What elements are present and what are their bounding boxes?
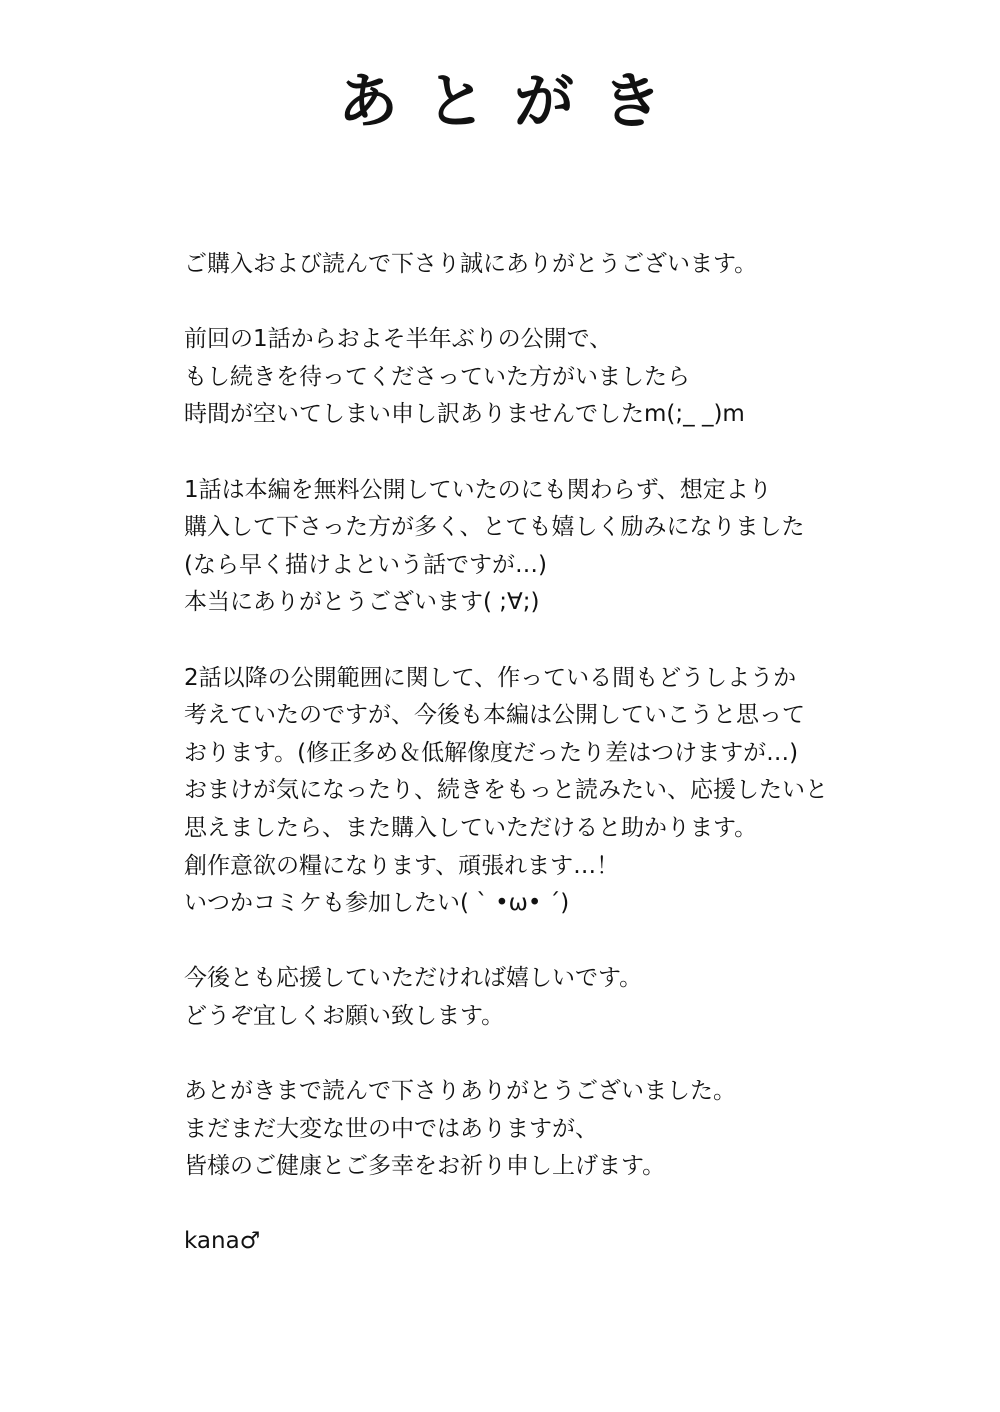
paragraph-gap <box>184 284 904 322</box>
paragraph-gap <box>184 923 904 961</box>
text-line: もし続きを待ってくださっていた方がいましたら <box>184 363 690 390</box>
paragraph-gap <box>184 1035 904 1073</box>
text-line: 皆様のご健康とご多幸をお祈り申し上げます。 <box>184 1153 666 1180</box>
text-line: 購入して下さった方が多く、とても嬉しく励みになりました <box>184 514 805 541</box>
paragraph-thanks <box>184 246 904 284</box>
paragraph-closing <box>184 1073 904 1186</box>
author-name: kana♂ <box>184 1228 261 1255</box>
text-line: おります。(修正多め＆低解像度だったり差はつけますが…) <box>184 739 799 766</box>
text-line: 1話は本編を無料公開していたのにも関わらず、想定より <box>184 476 772 503</box>
page-title: あとがき <box>338 67 690 137</box>
text-line: 前回の1話からおよそ半年ぶりの公開で、 <box>184 326 613 353</box>
text-line: 今後とも応援していただければ嬉しいです。 <box>184 965 643 992</box>
text-line: どうぞ宜しくお願い致します。 <box>184 1002 505 1029</box>
paragraph-gap <box>184 622 904 660</box>
paragraph-gap <box>184 434 904 472</box>
text-line: (なら早く描けよという話ですが…) <box>184 551 547 578</box>
text-line: 2話以降の公開範囲に関して、作っている間もどうしようか <box>184 664 797 691</box>
text-line: 考えていたのですが、今後も本編は公開していこうと思って <box>184 702 805 729</box>
author-signature <box>184 1223 904 1261</box>
paragraph-future-plans <box>184 660 904 923</box>
paragraph-episode-one <box>184 472 904 622</box>
text-line: まだまだ大変な世の中ではありますが、 <box>184 1115 598 1142</box>
text-line: おまけが気になったり、続きをもっと読みたい、応援したいと <box>184 777 828 804</box>
paragraph-support <box>184 960 904 1035</box>
text-line: ご購入および読んで下さり誠にありがとうございます。 <box>184 251 758 277</box>
text-line: あとがきまで読んで下さりありがとうございました。 <box>184 1078 736 1105</box>
text-line: いつかコミケも参加したい( ˋ •ω• ˊ) <box>184 890 570 917</box>
text-line: 思えましたら、また購入していただけると助かります。 <box>184 814 758 841</box>
text-line: 創作意欲の糧になります、頑張れます…！ <box>184 852 620 879</box>
afterword-body <box>184 246 904 1261</box>
text-line: 本当にありがとうございます( ;∀;) <box>184 589 540 616</box>
text-line: 時間が空いてしまい申し訳ありませんでしたm(;_ _)m <box>184 401 745 428</box>
paragraph-apology <box>184 321 904 434</box>
paragraph-gap <box>184 1186 904 1224</box>
